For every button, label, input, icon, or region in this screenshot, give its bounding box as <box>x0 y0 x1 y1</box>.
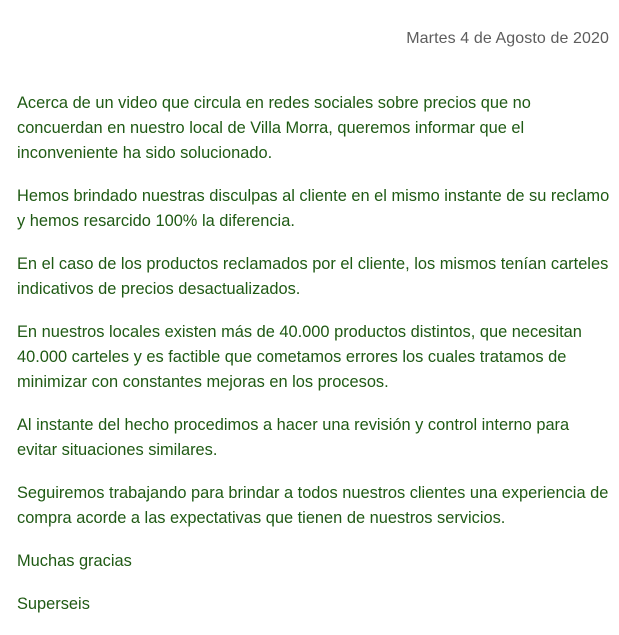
letter-body <box>17 91 613 635</box>
paragraph-commitment: Seguiremos trabajando para brindar a todos nuestros clientes una experiencia de compra acorde a las expectativas que tienen de nuestros servicios. <box>17 484 609 527</box>
paragraph-video-notice: Acerca de un video que circula en redes sociales sobre precios que no concuerdan en nuestro local de Villa Morra, queremos informar que el inconveniente ha sido solucionado. <box>17 94 531 162</box>
paragraph-product-count: En nuestros locales existen más de 40.000 productos distintos, que necesitan 40.000 carteles y es factible que cometamos errores los cuales tratamos de minimizar con constantes mejoras en los procesos. <box>17 323 582 391</box>
paragraph-outdated-signs: En el caso de los productos reclamados por el cliente, los mismos tenían carteles indicativos de precios desactualizados. <box>17 255 609 298</box>
paragraph-internal-review: Al instante del hecho procedimos a hacer una revisión y control interno para evitar situaciones similares. <box>17 416 570 459</box>
closing-text: Muchas gracias <box>17 552 132 570</box>
paragraph-apology: Hemos brindado nuestras disculpas al cliente en el mismo instante de su reclamo y hemos resarcido 100% la diferencia. <box>17 187 610 230</box>
letter-date: Martes 4 de Agosto de 2020 <box>406 30 609 47</box>
signature-text: Superseis <box>17 595 90 613</box>
